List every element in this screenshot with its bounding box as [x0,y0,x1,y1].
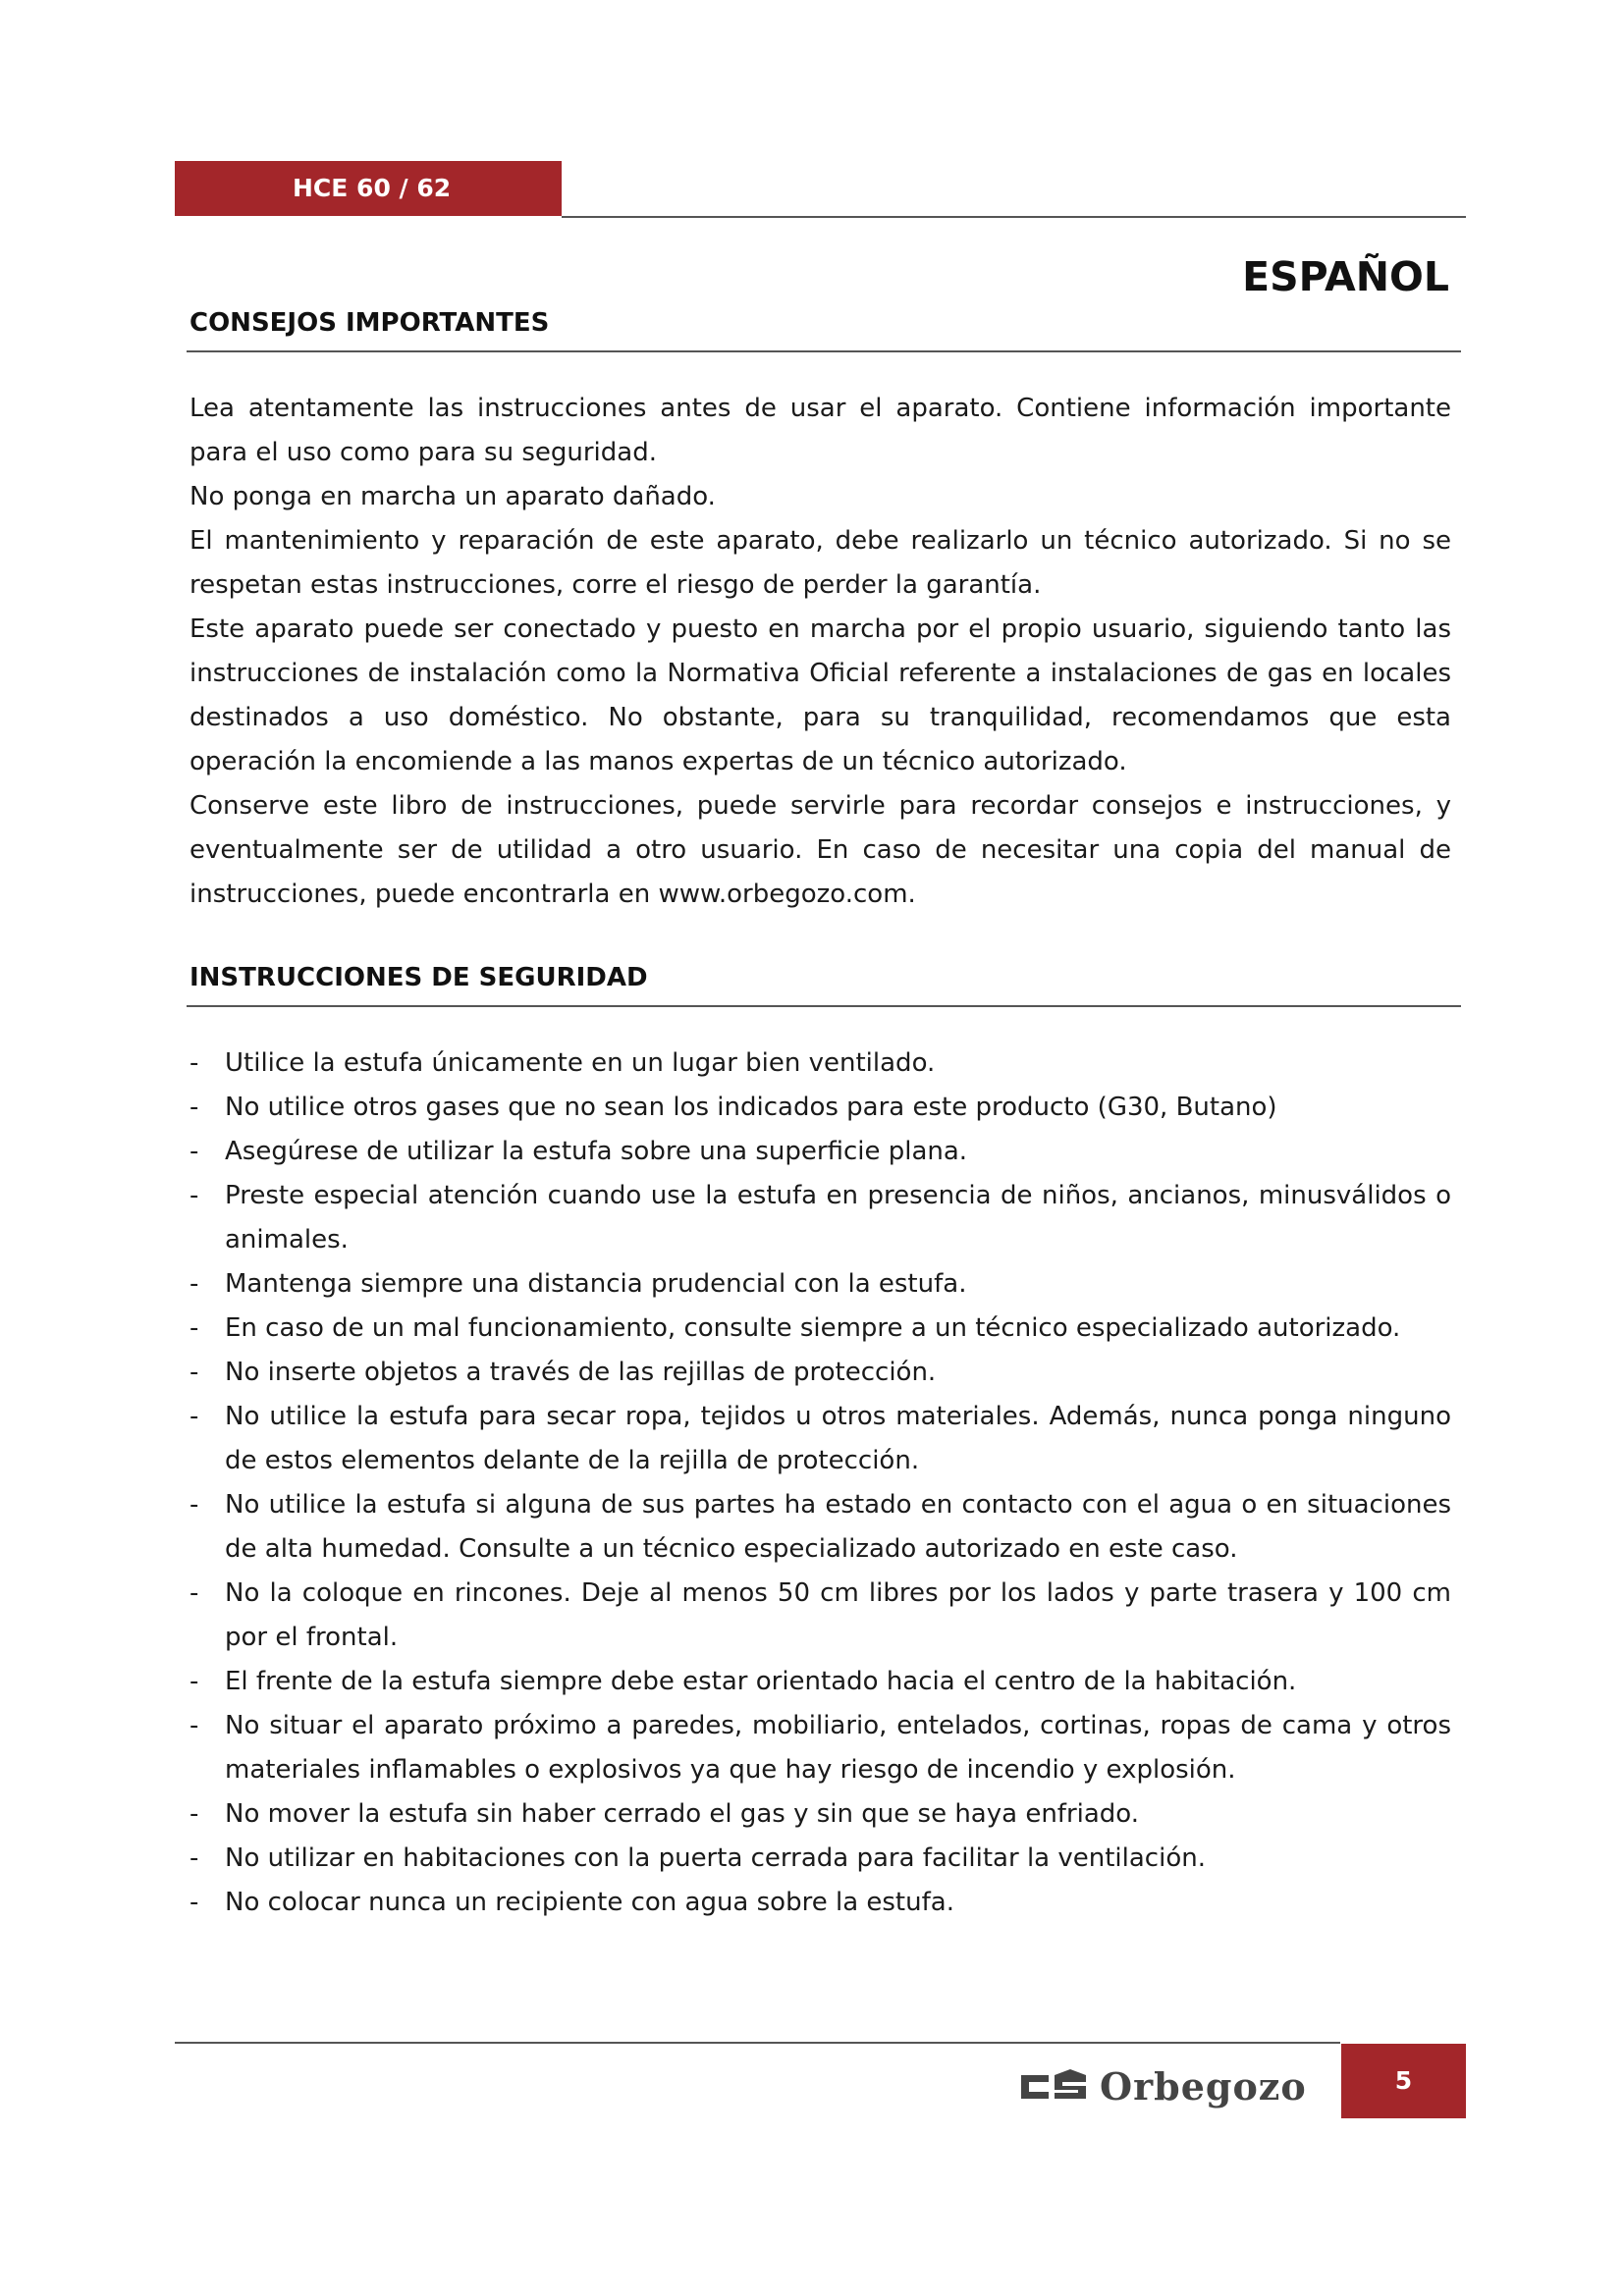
seguridad-heading: INSTRUCCIONES DE SEGURIDAD [189,963,648,992]
list-item: - No utilice la estufa para secar ropa, tejidos u otros materiales. Además, nunca ponga ninguno de estos elementos delante de la rejilla de protección. [189,1395,1451,1483]
consejos-paragraph: Lea atentamente las instrucciones antes de usar el aparato. Contiene información importante para el uso como para su seguridad. [189,394,1451,467]
seguridad-list [189,1041,1451,1925]
list-item: - No colocar nunca un recipiente con agua sobre la estufa. [189,1881,1451,1925]
consejos-paragraph: Este aparato puede ser conectado y puesto en marcha por el propio usuario, siguiendo tanto las instrucciones de instalación como la Normativa Oficial referente a instalaciones de gas en locales destinados a uso doméstico. No obstante, para su tranquilidad, recomendamos que esta operación la encomiende a las manos expertas de un técnico autorizado. [189,614,1451,776]
consejos-paragraph: Conserve este libro de instrucciones, puede servirle para recordar consejos e instrucciones, y eventualmente ser de utilidad a otro usuario. En caso de necesitar una copia del manual de instrucciones, puede encontrarla en www.orbegozo.com. [189,791,1451,909]
seguridad-rule [187,1005,1461,1007]
model-tab: HCE 60 / 62 [175,161,562,216]
list-item: - Mantenga siempre una distancia prudencial con la estufa. [189,1262,1451,1307]
list-item: - Asegúrese de utilizar la estufa sobre una superficie plana. [189,1130,1451,1174]
list-item: - Utilice la estufa únicamente en un lugar bien ventilado. [189,1041,1451,1086]
brand-name: Orbegozo [1100,2063,1307,2109]
consejos-body [189,387,1451,917]
list-item: - No utilice otros gases que no sean los indicados para este producto (G30, Butano) [189,1086,1451,1130]
header-divider [562,216,1466,218]
consejos-rule [187,350,1461,352]
consejos-paragraph: No ponga en marcha un aparato dañado. [189,482,716,511]
consejos-paragraph: El mantenimiento y reparación de este aparato, debe realizarlo un técnico autorizado. Si no se respetan estas instrucciones, corre el riesgo de perder la garantía. [189,526,1451,600]
list-item: - No inserte objetos a través de las rejillas de protección. [189,1351,1451,1395]
list-item: - No utilizar en habitaciones con la puerta cerrada para facilitar la ventilación. [189,1837,1451,1881]
page-number: 5 [1341,2044,1466,2118]
brand-mark-icon [1021,2069,1088,2103]
list-item: - No la coloque en rincones. Deje al menos 50 cm libres por los lados y parte trasera y 100 cm por el frontal. [189,1572,1451,1660]
list-item: - El frente de la estufa siempre debe estar orientado hacia el centro de la habitación. [189,1660,1451,1704]
list-item: - No utilice la estufa si alguna de sus partes ha estado en contacto con el agua o en situaciones de alta humedad. Consulte a un técnico especializado autorizado en este caso. [189,1483,1451,1572]
list-item: - No situar el aparato próximo a paredes, mobiliario, entelados, cortinas, ropas de cama y otros materiales inflamables o explosivos ya que hay riesgo de incendio y explosión. [189,1704,1451,1792]
brand-logo [1021,2061,1307,2110]
list-item: - En caso de un mal funcionamiento, consulte siempre a un técnico especializado autorizado. [189,1307,1451,1351]
list-item: - No mover la estufa sin haber cerrado el gas y sin que se haya enfriado. [189,1792,1451,1837]
language-title: ESPAÑOL [1242,253,1449,300]
footer-divider [175,2042,1340,2044]
list-item: - Preste especial atención cuando use la estufa en presencia de niños, ancianos, minusválidos o animales. [189,1174,1451,1262]
consejos-heading: CONSEJOS IMPORTANTES [189,308,550,338]
